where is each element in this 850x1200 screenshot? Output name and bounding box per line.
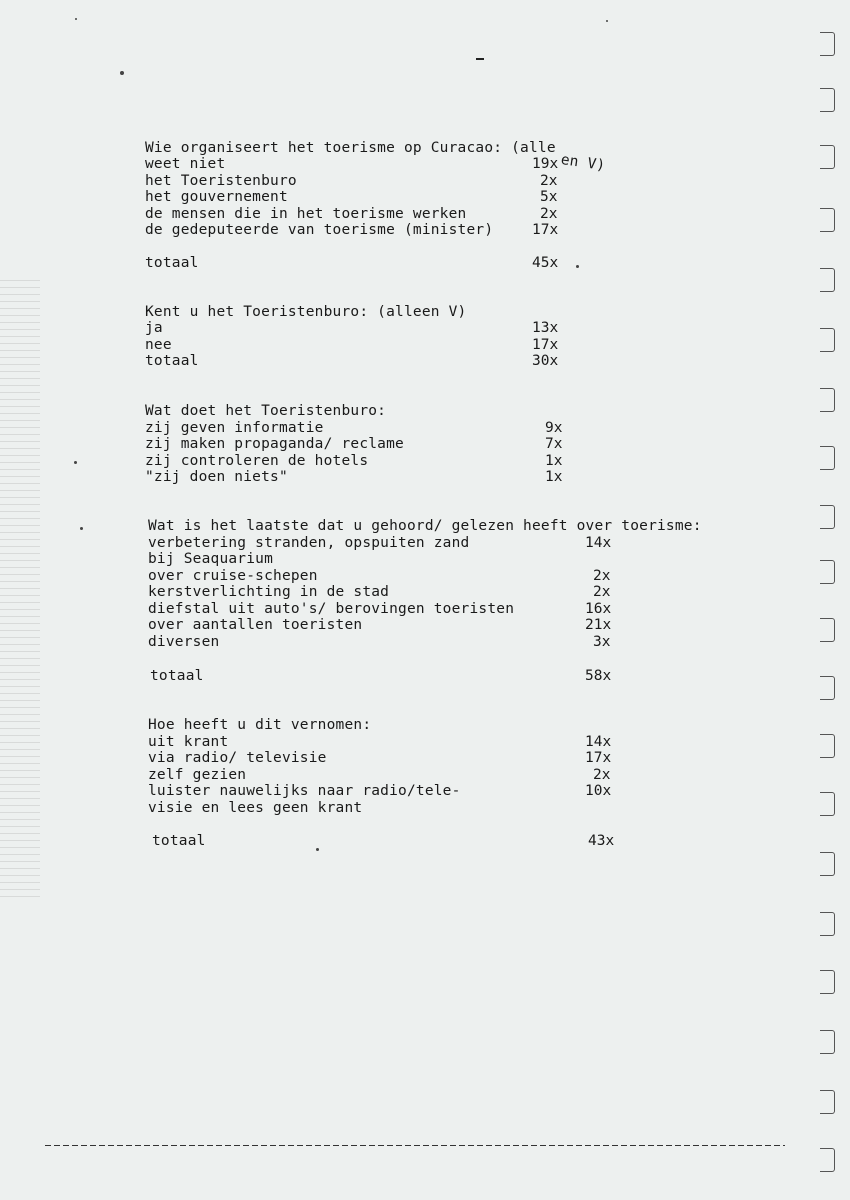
scan-speck	[120, 71, 124, 75]
row-count: 1x	[545, 453, 563, 469]
row-count: 9x	[545, 420, 563, 436]
row-count: 2x	[540, 206, 558, 222]
binder-ring	[820, 388, 835, 412]
row-count: 14x	[585, 734, 612, 750]
row-count: 2x	[540, 173, 558, 189]
row-label: totaal	[145, 353, 199, 369]
row-label: luister nauwelijks naar radio/tele-	[148, 783, 461, 799]
row-label: diefstal uit auto's/ berovingen toeristen	[148, 601, 515, 617]
row-count: 2x	[593, 584, 611, 600]
row-label: over cruise-schepen	[148, 568, 318, 584]
question-1: Wie organiseert het toerisme op Curacao: (alle	[145, 140, 556, 156]
row-count: 17x	[532, 222, 559, 238]
scan-speck	[74, 461, 77, 464]
left-edge-noise	[0, 280, 40, 900]
question-4: Wat is het laatste dat u gehoord/ gelezen heeft over toerisme:	[148, 518, 702, 534]
row-count: 2x	[593, 568, 611, 584]
row-count: 21x	[585, 617, 612, 633]
row-label: zij geven informatie	[145, 420, 324, 436]
binder-ring	[820, 852, 835, 876]
row-label: "zij doen niets"	[145, 469, 288, 485]
row-count: 19x	[532, 156, 559, 172]
row-label: visie en lees geen krant	[148, 800, 363, 816]
scan-speck	[75, 18, 77, 20]
row-label: over aantallen toeristen	[148, 617, 363, 633]
bottom-edge-line	[45, 1145, 785, 1146]
binder-ring	[820, 1148, 835, 1172]
row-label: nee	[145, 337, 172, 353]
row-count: 17x	[585, 750, 612, 766]
row-label: bij Seaquarium	[148, 551, 274, 567]
row-label: uit krant	[148, 734, 229, 750]
binder-ring	[820, 328, 835, 352]
total-label: totaal	[150, 668, 204, 684]
binder-ring	[820, 676, 835, 700]
binder-ring	[820, 618, 835, 642]
question-3: Wat doet het Toeristenburo:	[145, 403, 387, 419]
binder-ring	[820, 505, 835, 529]
row-count: 14x	[585, 535, 612, 551]
question-1-raised: en V)	[559, 152, 607, 175]
scan-speck	[316, 848, 319, 851]
binder-ring	[820, 145, 835, 169]
row-label: het Toeristenburo	[145, 173, 297, 189]
binder-ring	[820, 88, 835, 112]
row-count: 17x	[532, 337, 559, 353]
row-count: 13x	[532, 320, 559, 336]
binder-ring	[820, 792, 835, 816]
row-label: kerstverlichting in de stad	[148, 584, 390, 600]
top-dash-mark	[476, 58, 484, 60]
row-label: zelf gezien	[148, 767, 247, 783]
row-label: zij controleren de hotels	[145, 453, 369, 469]
total-count: 43x	[588, 833, 615, 849]
binder-ring	[820, 446, 835, 470]
row-label: de gedeputeerde van toerisme (minister)	[145, 222, 494, 238]
binder-ring	[820, 970, 835, 994]
total-label: totaal	[152, 833, 206, 849]
row-count: 5x	[540, 189, 558, 205]
row-count: 10x	[585, 783, 612, 799]
binder-strip	[818, 0, 850, 1200]
scan-speck	[576, 265, 579, 268]
row-label: ja	[145, 320, 163, 336]
row-label: het gouvernement	[145, 189, 288, 205]
row-count: 3x	[593, 634, 611, 650]
question-5: Hoe heeft u dit vernomen:	[148, 717, 372, 733]
scan-speck	[606, 20, 608, 22]
binder-ring	[820, 734, 835, 758]
row-count: 30x	[532, 353, 559, 369]
row-count: 7x	[545, 436, 563, 452]
row-label: zij maken propaganda/ reclame	[145, 436, 404, 452]
binder-ring	[820, 208, 835, 232]
binder-ring	[820, 560, 835, 584]
binder-ring	[820, 32, 835, 56]
row-label: via radio/ televisie	[148, 750, 327, 766]
binder-ring	[820, 1090, 835, 1114]
total-label: totaal	[145, 255, 199, 271]
row-label: diversen	[148, 634, 220, 650]
row-count: 2x	[593, 767, 611, 783]
row-label: weet niet	[145, 156, 226, 172]
question-2: Kent u het Toeristenburo: (alleen V)	[145, 304, 467, 320]
row-count: 16x	[585, 601, 612, 617]
binder-ring	[820, 268, 835, 292]
scan-speck	[80, 527, 83, 530]
binder-ring	[820, 912, 835, 936]
row-count: 1x	[545, 469, 563, 485]
row-label: verbetering stranden, opspuiten zand	[148, 535, 470, 551]
total-count: 45x	[532, 255, 559, 271]
row-label: de mensen die in het toerisme werken	[145, 206, 467, 222]
binder-ring	[820, 1030, 835, 1054]
total-count: 58x	[585, 668, 612, 684]
